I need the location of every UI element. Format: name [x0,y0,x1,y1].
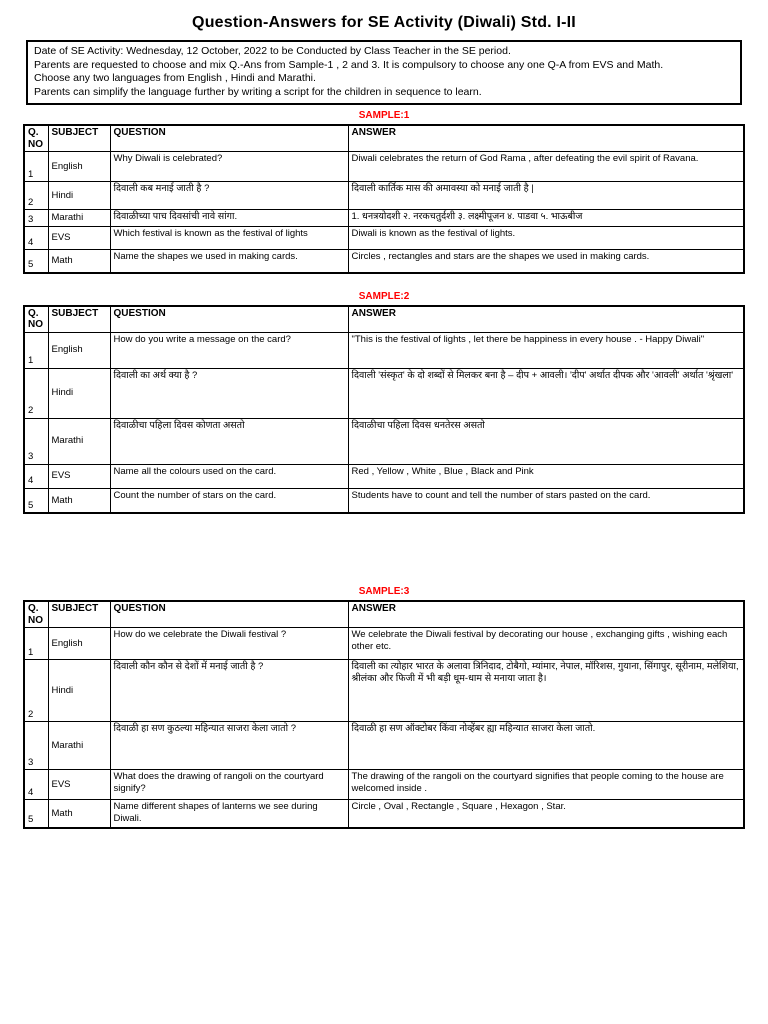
qno-header: Q. NO [24,125,48,152]
subject-cell: Math [48,800,110,828]
answer-cell: Circles , rectangles and stars are the shapes we used in making cards. [348,250,744,273]
subject-cell: Marathi [48,418,110,464]
qno-header: Q. NO [24,306,48,333]
answer-cell: Circle , Oval , Rectangle , Square , Hexagon , Star. [348,800,744,828]
subject-cell: EVS [48,464,110,488]
question-cell: दिवाली कौन कौन से देशों में मनाई जाती है ? [110,660,348,722]
table-row [24,227,744,250]
answer-cell: Red , Yellow , White , Blue , Black and Pink [348,464,744,488]
table-header-row [24,306,744,333]
question-cell: How do we celebrate the Diwali festival ? [110,628,348,660]
question-cell: Why Diwali is celebrated? [110,152,348,182]
qno-cell: 4 [24,227,48,250]
instruction-line: Parents can simplify the language further by writing a script for the children in sequence to learn. [34,85,482,98]
qno-cell: 1 [24,628,48,660]
sample2-label: SAMPLE:2 [358,290,410,302]
qno-cell: 4 [24,464,48,488]
qno-cell: 3 [24,210,48,227]
sample1-label: SAMPLE:1 [358,110,410,121]
answer-header: ANSWER [348,125,744,152]
instruction-line: Choose any two languages from English , Hindi and Marathi. [34,72,316,84]
table-row [24,770,744,800]
table-row [24,464,744,488]
question-header: QUESTION [110,125,348,152]
answer-cell: दिवाली कार्तिक मास की अमावस्या को मनाई जाती है | [348,182,744,210]
table-row [24,660,744,722]
sample1-table [23,124,745,274]
question-cell: Name all the colours used on the card. [110,464,348,488]
table-header-row [24,601,744,628]
table-row [24,488,744,513]
answer-cell: "This is the festival of lights , let there be happiness in every house . - Happy Diwali" [348,332,744,368]
question-header: QUESTION [110,306,348,333]
table-row [24,182,744,210]
answer-cell: Students have to count and tell the number of stars pasted on the card. [348,488,744,513]
qno-header: Q. NO [24,601,48,628]
subject-cell: Marathi [48,210,110,227]
instruction-line: Parents are requested to choose and mix Q.-Ans from Sample-1 , 2 and 3. It is compulsory to choose any one Q-A from EVS and Math. [34,58,664,71]
subject-cell: Math [48,488,110,513]
answer-cell: Diwali celebrates the return of God Rama , after defeating the evil spirit of Ravana. [348,152,744,182]
qno-cell: 5 [24,250,48,273]
answer-cell: दिवाली का त्योहार भारत के अलावा त्रिनिदाद, टोबैगो, म्यांमार, नेपाल, मॉरिशस, गुयाना, सिंगापुर, सूरीनाम, मलेशिया, श्रीलंका और फिजी में भी बड़ी धूम-धाम से मनाया जाता है। [348,660,744,722]
answer-cell: दिवाळी हा सण ऑक्टोबर किंवा नोव्हेंबर ह्या महिन्यात साजरा केला जातो. [348,722,744,770]
table-row [24,152,744,182]
qno-cell: 3 [24,722,48,770]
question-cell: दिवाळीच्या पाच दिवसांची नावे सांगा. [110,210,348,227]
question-cell: दिवाळी हा सण कुठल्या महिन्यात साजरा केला जातो ? [110,722,348,770]
qno-cell: 2 [24,182,48,210]
sample3-table [23,600,745,829]
answer-cell: दिवाळीचा पहिला दिवस धनतेरस असतो [348,418,744,464]
question-cell: What does the drawing of rangoli on the courtyard signify? [110,770,348,800]
subject-header: SUBJECT [48,306,110,333]
table-row [24,722,744,770]
answer-cell: The drawing of the rangoli on the courtyard signifies that people coming to the house are welcomed inside . [348,770,744,800]
instructions-box [26,40,742,105]
subject-header: SUBJECT [48,601,110,628]
table-row [24,368,744,418]
table-row [24,250,744,273]
subject-cell: Marathi [48,722,110,770]
table-row [24,332,744,368]
table-row [24,628,744,660]
question-cell: Name the shapes we used in making cards. [110,250,348,273]
answer-cell: 1. धनत्रयोदशी २. नरकचतुर्दशी ३. लक्ष्मीपूजन ४. पाडवा ५. भाऊबीज [348,210,744,227]
question-cell: How do you write a message on the card? [110,332,348,368]
qno-cell: 1 [24,332,48,368]
answer-header: ANSWER [348,601,744,628]
table-row [24,418,744,464]
question-cell: Name different shapes of lanterns we see during Diwali. [110,800,348,828]
qno-cell: 2 [24,660,48,722]
qno-cell: 5 [24,800,48,828]
qno-cell: 5 [24,488,48,513]
qno-cell: 2 [24,368,48,418]
subject-cell: English [48,152,110,182]
question-cell: दिवाळीचा पहिला दिवस कोणता असतो [110,418,348,464]
sample2-table [23,305,745,515]
subject-cell: Hindi [48,182,110,210]
subject-cell: English [48,628,110,660]
subject-cell: EVS [48,227,110,250]
answer-cell: We celebrate the Diwali festival by decorating our house , exchanging gifts , wishing each other etc. [348,628,744,660]
subject-cell: EVS [48,770,110,800]
subject-cell: Hindi [48,368,110,418]
qno-cell: 3 [24,418,48,464]
subject-cell: Hindi [48,660,110,722]
sample3-label: SAMPLE:3 [358,586,410,597]
table-header-row [24,125,744,152]
question-cell: दिवाली का अर्थ क्या है ? [110,368,348,418]
page-title: Question-Answers for SE Activity (Diwali) Std. I-II [192,14,576,31]
question-cell: दिवाली कब मनाई जाती है ? [110,182,348,210]
table-row [24,800,744,828]
table-row [24,210,744,227]
subject-cell: English [48,332,110,368]
subject-header: SUBJECT [48,125,110,152]
qno-cell: 1 [24,152,48,182]
question-cell: Which festival is known as the festival of lights [110,227,348,250]
qno-cell: 4 [24,770,48,800]
answer-cell: दिवाली 'संस्कृत' के दो शब्दों से मिलकर बना है – दीप + आवली। 'दीप' अर्थात दीपक और 'आवली' अर्थात 'श्रृंखला' [348,368,744,418]
instruction-line: Date of SE Activity: Wednesday, 12 October, 2022 to be Conducted by Class Teacher in the SE period. [34,45,511,57]
answer-header: ANSWER [348,306,744,333]
question-cell: Count the number of stars on the card. [110,488,348,513]
answer-cell: Diwali is known as the festival of lights. [348,227,744,250]
question-header: QUESTION [110,601,348,628]
subject-cell: Math [48,250,110,273]
